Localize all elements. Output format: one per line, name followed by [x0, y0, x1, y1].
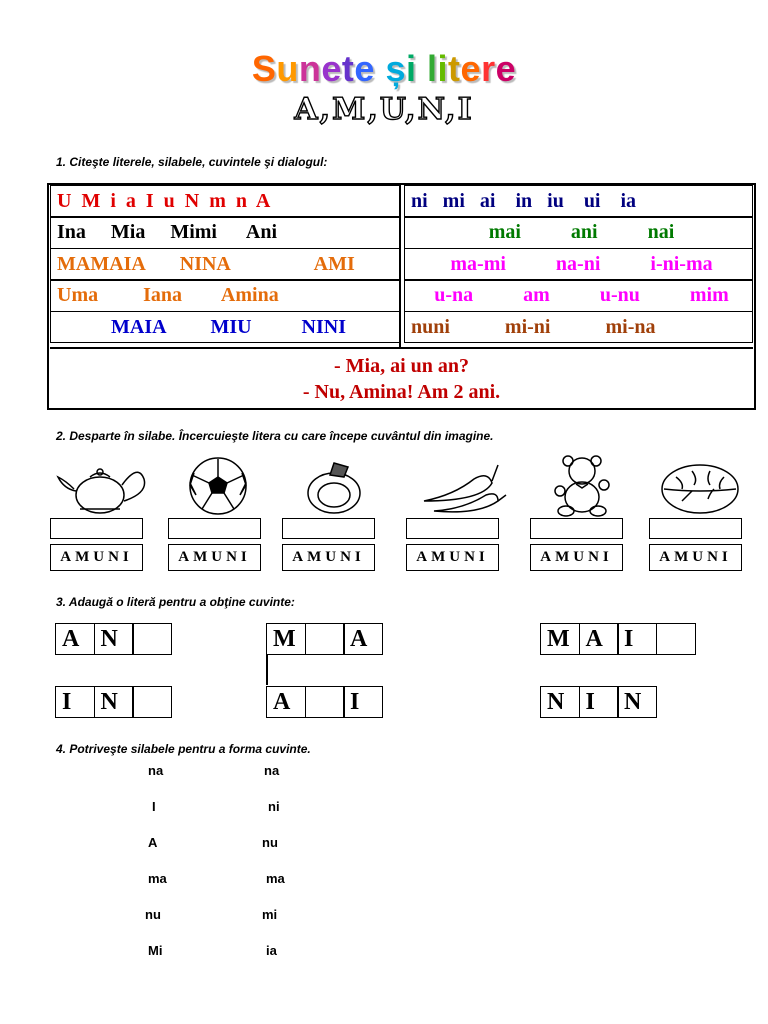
word-letter-cell: I: [343, 686, 383, 718]
reading-right-row: nuni mi-ni mi-na: [404, 311, 753, 343]
ring-icon: [286, 455, 386, 517]
pepper-icon: [414, 455, 514, 517]
reading-right-row: ma-mi na-ni i-ni-ma: [404, 248, 753, 280]
syllable-left[interactable]: A: [148, 835, 158, 850]
ex1-instruction: 1. Citeşte literele, silabele, cuvintele şi dialogul:: [56, 155, 328, 169]
empty-letter-cell[interactable]: [132, 686, 172, 718]
syllable-right[interactable]: ni: [268, 799, 280, 814]
title-letter: i: [405, 48, 417, 89]
syllable-answer-box[interactable]: [282, 518, 375, 539]
letter-choice-box[interactable]: AMUNI: [530, 544, 623, 571]
syllable-answer-box[interactable]: [406, 518, 499, 539]
word-box: [540, 623, 696, 655]
title-letter: S: [251, 48, 277, 89]
column-divider: [399, 185, 401, 347]
word-box: [266, 686, 383, 718]
reading-right-row: ni mi ai in iu ui ia: [404, 185, 753, 217]
reading-table: [47, 183, 756, 410]
title-main: [0, 48, 768, 90]
word-box: [540, 686, 657, 718]
word-letter-cell: I: [579, 686, 619, 718]
syllable-left[interactable]: na: [148, 763, 164, 778]
title-letter: ș: [385, 48, 406, 89]
ex3-divider: [266, 655, 268, 685]
syllable-answer-box[interactable]: [530, 518, 623, 539]
syllable-right[interactable]: ma: [266, 871, 285, 886]
title-letter: t: [341, 48, 355, 89]
title-letter: e: [460, 48, 482, 89]
ball-icon: [168, 455, 268, 517]
syllable-left[interactable]: I: [152, 799, 156, 814]
teddy-bear-icon: [532, 455, 632, 517]
syllable-left[interactable]: ma: [148, 871, 167, 886]
word-letter-cell: I: [55, 686, 95, 718]
word-letter-cell: M: [540, 623, 580, 655]
title-letter: u: [276, 48, 299, 89]
title-letter: i: [437, 48, 449, 89]
title-letter: [417, 48, 428, 90]
ex3-instruction: 3. Adaugă o literă pentru a obţine cuvinte:: [56, 595, 295, 609]
teapot-icon: [52, 455, 152, 517]
empty-letter-cell[interactable]: [656, 623, 696, 655]
empty-letter-cell[interactable]: [132, 623, 172, 655]
page-title: [0, 48, 768, 127]
reading-right-row: mai ani nai: [404, 217, 753, 249]
reading-right-row: u-na am u-nu mim: [404, 280, 753, 312]
title-letter: t: [448, 48, 461, 89]
title-letter: [375, 48, 386, 90]
letter-choice-box[interactable]: AMUNI: [168, 544, 261, 571]
word-letter-cell: N: [540, 686, 580, 718]
letter-choice-box[interactable]: AMUNI: [406, 544, 499, 571]
letter-choice-box[interactable]: AMUNI: [50, 544, 143, 571]
ex2-instruction: 2. Desparte în silabe. Încercuieşte litera cu care începe cuvântul din imagine.: [56, 429, 494, 443]
syllable-answer-box[interactable]: [649, 518, 742, 539]
ex4-instruction: 4. Potriveşte silabele pentru a forma cuvinte.: [56, 742, 311, 756]
walnut-icon: [652, 455, 752, 517]
syllable-left[interactable]: nu: [145, 907, 161, 922]
word-letter-cell: N: [94, 686, 134, 718]
word-box: [55, 623, 172, 655]
syllable-left[interactable]: Mi: [148, 943, 163, 958]
word-letter-cell: A: [343, 623, 383, 655]
word-letter-cell: A: [55, 623, 95, 655]
empty-letter-cell[interactable]: [305, 686, 345, 718]
word-letter-cell: N: [94, 623, 134, 655]
title-sub: A,M,U,N,I: [294, 92, 474, 127]
dialog-box: [50, 347, 753, 405]
title-letter: e: [354, 48, 375, 89]
word-box: [266, 623, 383, 655]
syllable-right[interactable]: mi: [262, 907, 278, 922]
syllable-right[interactable]: na: [264, 763, 280, 778]
syllable-right[interactable]: ia: [266, 943, 277, 958]
syllable-answer-box[interactable]: [168, 518, 261, 539]
title-letter: e: [321, 48, 342, 89]
title-letter: l: [427, 48, 438, 89]
word-letter-cell: M: [266, 623, 306, 655]
word-box: [55, 686, 172, 718]
reading-left-row: U M i a I u N m n A: [50, 185, 401, 217]
letter-choice-box[interactable]: AMUNI: [649, 544, 742, 571]
reading-left-row: Ina Mia Mimi Ani: [50, 217, 401, 249]
reading-left-row: Uma Iana Amina: [50, 280, 401, 312]
empty-letter-cell[interactable]: [305, 623, 345, 655]
word-letter-cell: I: [617, 623, 657, 655]
title-letter: r: [481, 48, 496, 89]
reading-left-row: MAMAIA NINA AMI: [50, 248, 401, 280]
word-letter-cell: N: [617, 686, 657, 718]
dialog-line-2: - Nu, Amina! Am 2 ani.: [302, 381, 501, 403]
word-letter-cell: A: [579, 623, 619, 655]
syllable-right[interactable]: nu: [262, 835, 278, 850]
title-letter: e: [495, 48, 517, 89]
letter-choice-box[interactable]: AMUNI: [282, 544, 375, 571]
syllable-answer-box[interactable]: [50, 518, 143, 539]
dialog-line-1: - Mia, ai un an?: [333, 355, 470, 377]
title-letter: n: [298, 48, 322, 89]
word-letter-cell: A: [266, 686, 306, 718]
reading-left-row: MAIA MIU NINI: [50, 311, 401, 343]
